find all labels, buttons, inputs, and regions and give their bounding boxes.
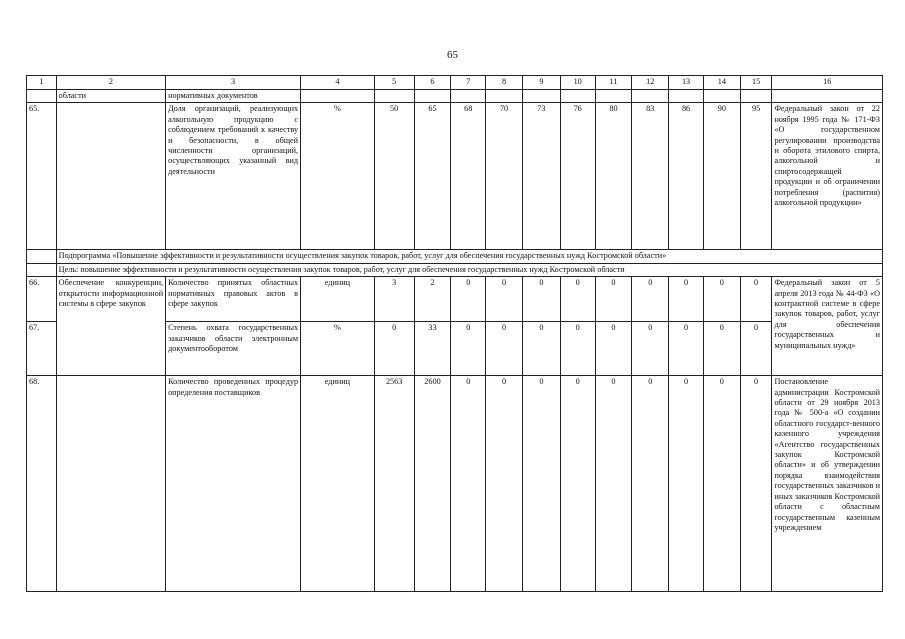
value-cell: 86 xyxy=(669,103,704,250)
value-cell: 0 xyxy=(703,322,740,376)
header-cell: 15 xyxy=(740,76,772,90)
value-cell: 0 xyxy=(374,322,414,376)
value-cell: 0 xyxy=(560,277,595,322)
value-cell: 0 xyxy=(703,376,740,592)
indicator-continuation: нормативных документов xyxy=(166,90,301,103)
value-cell: 0 xyxy=(451,322,486,376)
value-cell: 2 xyxy=(414,277,451,322)
value-cell: 33 xyxy=(414,322,451,376)
indicator-name: Количество принятых областных нормативных правовых актов в сфере закупок xyxy=(166,277,301,322)
legal-source: Постановление администрации Костромской области от 29 ноября 2013 года № 500-а «О создании областного государст-венного казенного учреждения «Агентство государственных закупок Костромской области» и об утверждении порядка взаимодействия государственных заказчиков и иных заказчиков Костромской области с областным государственным казенным учреждением xyxy=(772,376,883,592)
header-cell: 7 xyxy=(451,76,486,90)
value-cell: 0 xyxy=(486,322,523,376)
value-cell: 2563 xyxy=(374,376,414,592)
value-cell: 76 xyxy=(560,103,595,250)
value-cell: 0 xyxy=(560,322,595,376)
row-number: 65. xyxy=(27,103,57,250)
value-cell: 0 xyxy=(632,376,669,592)
value-cell: 73 xyxy=(522,103,560,250)
task-name: Обеспечение конкуренции, открытости информационной системы в сфере закупок xyxy=(56,277,165,376)
unit: единиц xyxy=(301,277,375,322)
value-cell: 0 xyxy=(522,277,560,322)
value-cell: 0 xyxy=(486,376,523,592)
value-cell: 95 xyxy=(740,103,772,250)
page-number: 65 xyxy=(447,49,458,61)
value-cell: 0 xyxy=(669,376,704,592)
header-cell: 3 xyxy=(166,76,301,90)
header-cell: 5 xyxy=(374,76,414,90)
value-cell: 0 xyxy=(451,376,486,592)
indicator-name: Степень охвата государственных заказчиков области электронным документооборотом xyxy=(166,322,301,376)
value-cell: 50 xyxy=(374,103,414,250)
row-number: 67. xyxy=(27,322,57,376)
header-cell: 14 xyxy=(703,76,740,90)
header-cell: 8 xyxy=(486,76,523,90)
row-number: 66. xyxy=(27,277,57,322)
value-cell: 0 xyxy=(522,376,560,592)
value-cell: 0 xyxy=(632,322,669,376)
value-cell: 0 xyxy=(632,277,669,322)
header-cell: 12 xyxy=(632,76,669,90)
value-cell: 0 xyxy=(669,277,704,322)
goal-title: Цель: повышение эффективности и результативности осуществления закупок товаров, работ, услуг для обеспечения государственных нужд Костромской области xyxy=(56,263,882,276)
header-cell: 1 xyxy=(27,76,57,90)
value-cell: 65 xyxy=(414,103,451,250)
value-cell: 0 xyxy=(560,376,595,592)
value-cell: 83 xyxy=(632,103,669,250)
legal-source: Федеральный закон от 5 апреля 2013 года № 44-ФЗ «О контрактной системе в сфере закупок товаров, работ, услуг для обеспечения государственных и муниципальных нужд» xyxy=(772,277,883,376)
task-continuation: области xyxy=(56,90,165,103)
value-cell: 80 xyxy=(595,103,632,250)
subprogram-row xyxy=(27,250,883,263)
value-cell: 0 xyxy=(703,277,740,322)
value-cell: 0 xyxy=(595,376,632,592)
value-cell: 70 xyxy=(486,103,523,250)
value-cell: 0 xyxy=(740,277,772,322)
value-cell: 2600 xyxy=(414,376,451,592)
header-cell: 13 xyxy=(669,76,704,90)
value-cell: 68 xyxy=(451,103,486,250)
unit: % xyxy=(301,322,375,376)
indicator-name: Количество проведенных процедур определения поставщиков xyxy=(166,376,301,592)
table-row-65 xyxy=(27,103,883,250)
header-cell: 4 xyxy=(301,76,375,90)
header-cell: 16 xyxy=(772,76,883,90)
continuation-row xyxy=(27,90,883,103)
value-cell: 0 xyxy=(740,376,772,592)
subprogram-title: Подпрограмма «Повышение эффективности и результативности осуществления закупок товаров, работ, услуг для обеспечения государственных нужд Костромской области» xyxy=(56,250,882,263)
value-cell: 90 xyxy=(703,103,740,250)
header-cell: 11 xyxy=(595,76,632,90)
unit: % xyxy=(301,103,375,250)
table-row-66 xyxy=(27,277,883,322)
value-cell: 0 xyxy=(522,322,560,376)
value-cell: 0 xyxy=(740,322,772,376)
header-cell: 10 xyxy=(560,76,595,90)
unit: единиц xyxy=(301,376,375,592)
header-row xyxy=(27,76,883,90)
value-cell: 0 xyxy=(595,277,632,322)
header-cell: 2 xyxy=(56,76,165,90)
goal-row xyxy=(27,263,883,276)
indicator-name: Доля организаций, реализующих алкогольную продукцию с соблюдением требований к качеству и безопасности, в общей численности организаций, осуществляющих указанный вид деятельности xyxy=(166,103,301,250)
value-cell: 0 xyxy=(669,322,704,376)
indicators-table xyxy=(26,75,883,592)
legal-source: Федеральный закон от 22 ноября 1995 года № 171-ФЗ «О государственном регулировании производства и оборота этилового спирта, алкогольной и спиртосодержащей продукции и об ограничении потребления (распития) алкогольной продукции» xyxy=(772,103,883,250)
row-number: 68. xyxy=(27,376,57,592)
value-cell: 0 xyxy=(451,277,486,322)
value-cell: 3 xyxy=(374,277,414,322)
header-cell: 9 xyxy=(522,76,560,90)
header-cell: 6 xyxy=(414,76,451,90)
value-cell: 0 xyxy=(595,322,632,376)
value-cell: 0 xyxy=(486,277,523,322)
table-row-68 xyxy=(27,376,883,592)
